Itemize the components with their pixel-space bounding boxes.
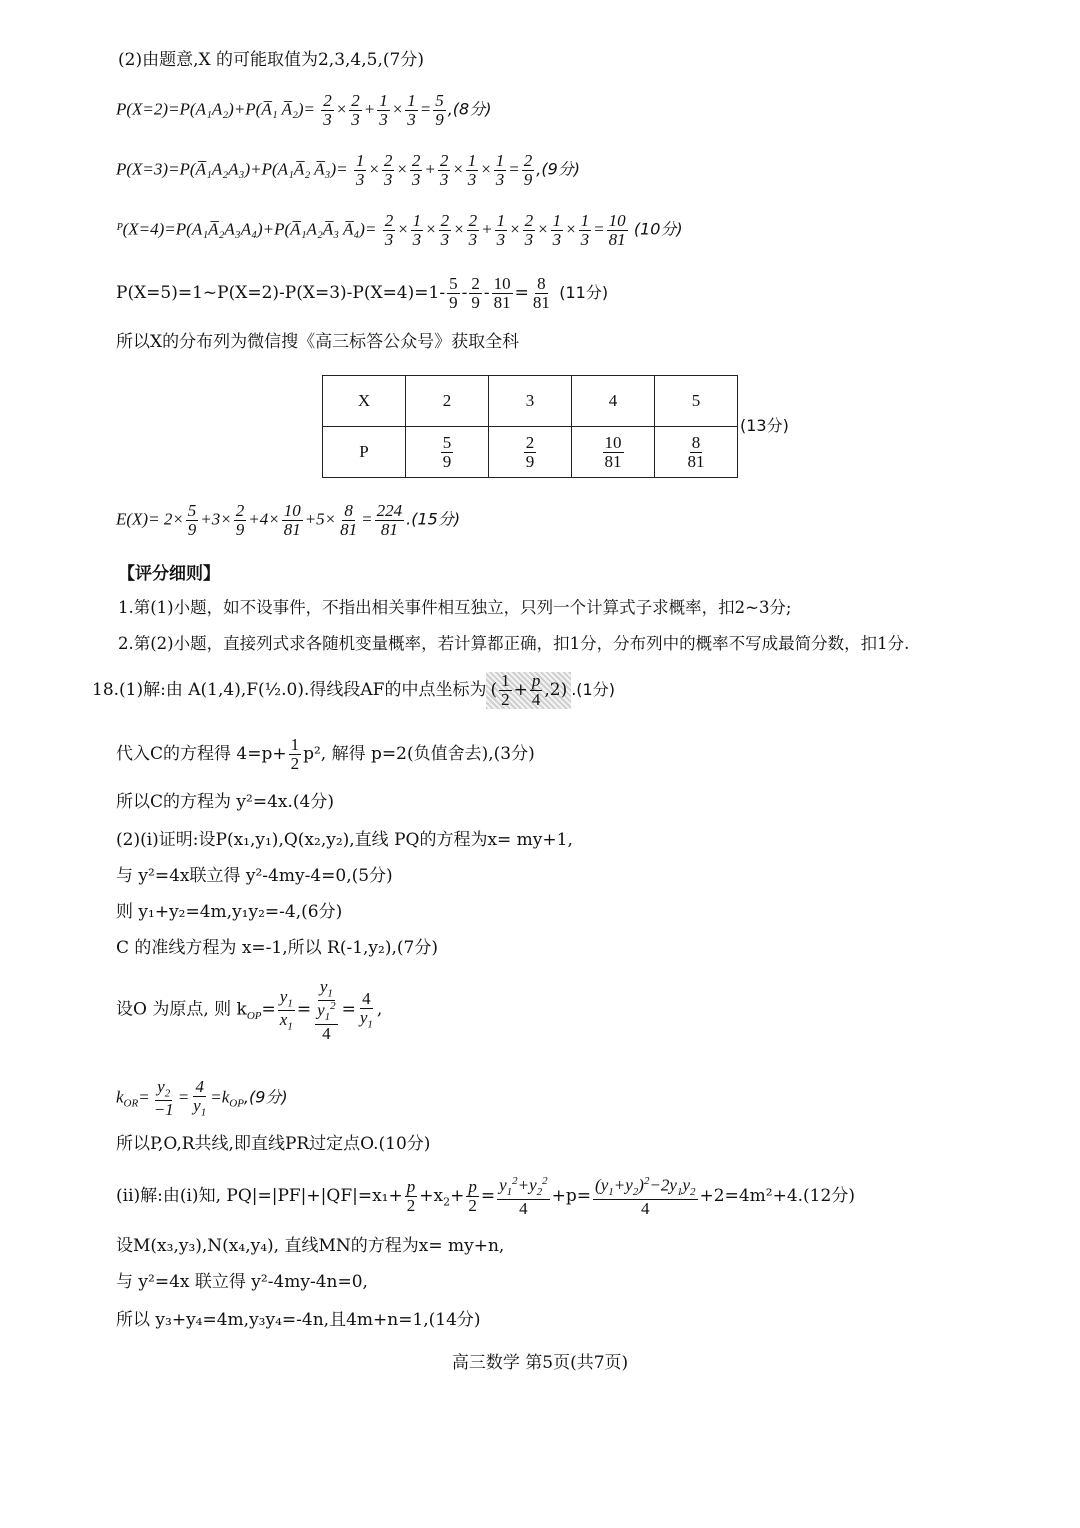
eq-px5: P(X=5)=1~P(X=2)-P(X=3)-P(X=4)=1- $\frac{5}{9}$ - $\frac{2}{9}$ - $\frac{10}{81}$ = $\frac{8}{81}$ (11分)	[116, 274, 609, 312]
eq-expectation-score: .(15分)	[406, 509, 461, 529]
q18-intro: 18.(1)解:由 A(1,4),F(½.0).得线段AF的中点坐标为 ( $\frac{1}{2}$ + $\frac{p}{4}$ ,2) .(1分)	[92, 671, 615, 709]
eq-px2: P(X=2)=P(A₁A₂)+P(A̅₁ A̅₂)= $\frac{2}{3}$ × $\frac{2}{3}$ + $\frac{1}{3}$ × $\frac{1}{3}$ = $\frac{5}{9}$ ,(8分)	[116, 91, 492, 129]
slope-op-lhs: 设O 为原点, 则 k	[116, 999, 247, 1020]
pq-length: (ii)解:由(i)知, PQ|=|PF|+|QF|=x₁+ $\frac{p}{2}$ $+x_2+$ $\frac{p}{2}$ = $\frac{y_1^2+y_2^2}{4}$ +p= $\frac{(y_1+y_2)^2-2y_1y_2}{4}$ +2=4m²+4.(12分)	[116, 1175, 855, 1218]
eq-px3: P(X=3)=P(A̅₁A₂A₃)+P(A₁A̅₂ A̅₃)= $\frac{1}{3}$ × $\frac{2}{3}$ × $\frac{2}{3}$ + $\frac{2}{3}$ × $\frac{1}{3}$ × $\frac{1}{3}$ = $\frac{2}{9}$ ,(9分)	[116, 151, 581, 189]
table-cell: $\frac{10}{81}$	[572, 427, 655, 478]
q18-intro-text: 18.(1)解:由 A(1,4),F(½.0).得线段AF的中点坐标为	[92, 679, 487, 700]
eq-px5-lhs: P(X=5)=1~P(X=2)-P(X=3)-P(X=4)=1-	[116, 282, 446, 303]
substitute-line: 代入C的方程得 4=p+ $\frac{1}{2}$ p², 解得 p=2(负值舍去),(3分)	[116, 735, 535, 773]
slope-or: $k_{OR}=$ $\frac{y_2}{-1}$ = $\frac{4}{y_1}$ $=k_{OP},(9$分)	[116, 1077, 288, 1119]
line-possible-values: (2)由题意,X 的可能取值为2,3,4,5,(7分)	[118, 50, 424, 70]
table-score: (13分)	[740, 416, 789, 435]
table-header-cell: 4	[572, 376, 655, 427]
eq-px4: ᴾ(X=4)=P(A₁A̅₂A₃A₄)+P(A̅₁A₂A̅₃ A̅₄)= $\frac{2}{3}$ × $\frac{1}{3}$ × $\frac{2}{3}$ × $\frac{2}{3}$ + $\frac{1}{3}$ × $\frac{2}{3}$ × $\frac{1}{3}$ × $\frac{1}{3}$ = $\frac{10}{81}$ (10分)	[116, 211, 683, 249]
distribution-table	[322, 375, 738, 478]
proof-setup: (2)(i)证明:设P(x₁,y₁),Q(x₂,y₂),直线 PQ的方程为x= my+1,	[116, 830, 573, 850]
table-row-label: P	[323, 427, 406, 478]
eq-px3-lhs: P(X=3)=P(A̅₁A₂A₃)+P(A₁A̅₂ A̅₃)=	[116, 159, 348, 179]
table-cell: $\frac{8}{81}$	[655, 427, 738, 478]
eq-px2-lhs: P(X=2)=P(A₁A₂)+P(A̅₁ A̅₂)=	[116, 99, 316, 119]
eq-px4-score: (10分)	[633, 219, 683, 239]
eq-expectation-lhs: E(X)= 2×	[116, 509, 184, 529]
page-footer: 高三数学 第5页(共7页)	[451, 1353, 629, 1373]
eq-px5-score: (11分)	[559, 282, 609, 302]
table-cell: $\frac{5}{9}$	[406, 427, 489, 478]
eq-px2-score: ,(8分)	[447, 99, 492, 119]
rules-title: 【评分细则】	[118, 564, 220, 584]
equation-c: 所以C的方程为 y²=4x.(4分)	[116, 792, 334, 812]
table-header-cell: 3	[489, 376, 572, 427]
eq-px3-score: ,(9分)	[536, 159, 581, 179]
rule-1: 1.第(1)小题，如不设事件，不指出相关事件相互独立，只列一个计算式子求概率，扣2~3分;	[118, 598, 792, 617]
combine-1: 与 y²=4x联立得 y²-4my-4=0,(5分)	[116, 866, 393, 886]
table-row	[323, 376, 738, 427]
table-header-cell: 5	[655, 376, 738, 427]
directrix-line: C 的准线方程为 x=-1,所以 R(-1,y₂),(7分)	[116, 938, 438, 958]
rule-2: 2.第(2)小题，直接列式求各随机变量概率，若计算都正确，扣1分，分布列中的概率不写成最简分数，扣1分.	[118, 634, 910, 653]
collinear-line: 所以P,O,R共线,即直线PR过定点O.(10分)	[116, 1134, 431, 1154]
substitute-lhs: 代入C的方程得 4=p+	[116, 743, 287, 764]
vieta-2: 所以 y₃+y₄=4m,y₃y₄=-4n,且4m+n=1,(14分)	[116, 1310, 481, 1330]
pq-length-lhs: (ii)解:由(i)知, PQ|=|PF|+|QF|=x₁+	[116, 1186, 403, 1207]
mn-setup: 设M(x₃,y₃),N(x₄,y₄), 直线MN的方程为x= my+n,	[116, 1236, 505, 1256]
substitute-rhs: p², 解得 p=2(负值舍去),(3分)	[303, 743, 535, 764]
table-row	[323, 427, 738, 478]
eq-expectation: E(X)= 2× $\frac{5}{9}$ +3× $\frac{2}{9}$ +4× $\frac{10}{81}$ +5× $\frac{8}{81}$ = $\frac{224}{81}$ .(15分)	[116, 501, 461, 539]
table-cell: $\frac{2}{9}$	[489, 427, 572, 478]
distribution-intro: 所以X的分布列为微信搜《高三标答公众号》获取全科	[116, 332, 520, 352]
q18-score: .(1分)	[571, 679, 615, 699]
slope-op: 设O 为原点, 则 $k_{OP}=$ $\frac{y_1}{x_1}$ = $\frac{y_1}{\frac{y_1^2}{4}}$ = $\frac{4}{y_1}$ ,	[116, 977, 383, 1043]
slope-or-score: ,(9分)	[243, 1087, 288, 1107]
eq-px4-lhs: ᴾ(X=4)=P(A₁A̅₂A₃A₄)+P(A̅₁A₂A̅₃ A̅₄)=	[116, 219, 377, 239]
table-header-cell: 2	[406, 376, 489, 427]
table-header-cell: X	[323, 376, 406, 427]
combine-2: 与 y²=4x 联立得 y²-4my-4n=0,	[116, 1272, 368, 1292]
pq-length-tail: +2=4m²+4.(12分)	[699, 1186, 855, 1207]
vieta-1: 则 y₁+y₂=4m,y₁y₂=-4,(6分)	[116, 902, 343, 922]
